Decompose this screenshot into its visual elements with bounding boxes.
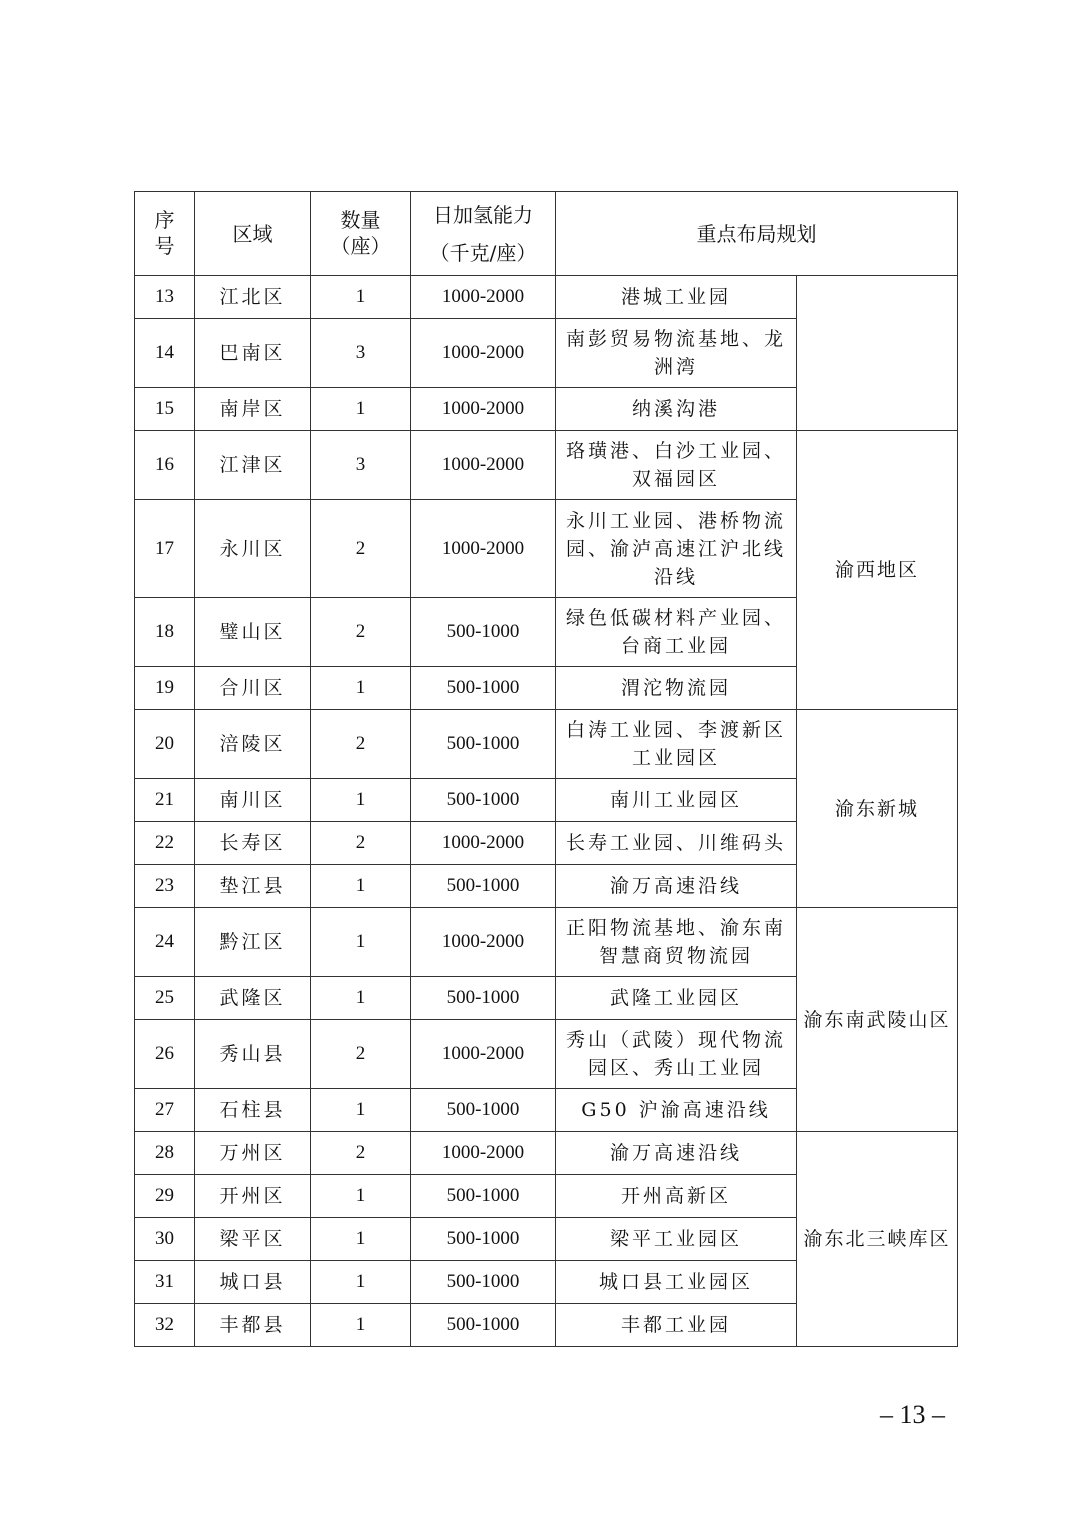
row-layout: 武隆工业园区 [556,977,797,1020]
row-layout: 白涛工业园、李渡新区工业园区 [556,710,797,779]
row-index: 23 [135,865,195,908]
row-index: 31 [135,1261,195,1304]
row-area: 南岸区 [195,388,311,431]
row-count: 1 [311,1218,411,1261]
row-count: 2 [311,1020,411,1089]
row-capacity: 1000-2000 [411,388,556,431]
row-area: 璧山区 [195,598,311,667]
region-cell: 渝西地区 [797,431,958,710]
row-layout: 开州高新区 [556,1175,797,1218]
row-area: 南川区 [195,779,311,822]
row-capacity: 500-1000 [411,1304,556,1347]
table-row [135,276,958,319]
table-header-row [135,192,958,276]
row-capacity: 1000-2000 [411,822,556,865]
row-count: 1 [311,779,411,822]
row-capacity: 500-1000 [411,710,556,779]
hydrogen-station-plan-table [134,191,958,1347]
row-layout: 梁平工业园区 [556,1218,797,1261]
row-area: 巴南区 [195,319,311,388]
row-count: 1 [311,276,411,319]
row-layout: 长寿工业园、川维码头 [556,822,797,865]
row-index: 16 [135,431,195,500]
row-area: 丰都县 [195,1304,311,1347]
row-layout: 南川工业园区 [556,779,797,822]
header-capacity-line2: （千克/座） [429,240,537,265]
row-index: 14 [135,319,195,388]
row-capacity: 500-1000 [411,977,556,1020]
row-count: 3 [311,431,411,500]
row-capacity: 1000-2000 [411,908,556,977]
row-index: 15 [135,388,195,431]
row-capacity: 1000-2000 [411,276,556,319]
row-layout: 永川工业园、港桥物流园、渝泸高速江沪北线沿线 [556,500,797,598]
row-count: 1 [311,865,411,908]
header-capacity-line1: 日加氢能力 [433,202,533,227]
row-area: 垫江县 [195,865,311,908]
row-count: 1 [311,908,411,977]
row-capacity: 500-1000 [411,1089,556,1132]
row-area: 秀山县 [195,1020,311,1089]
row-area: 梁平区 [195,1218,311,1261]
row-area: 长寿区 [195,822,311,865]
row-layout: 珞璜港、白沙工业园、双福园区 [556,431,797,500]
row-capacity: 1000-2000 [411,431,556,500]
row-count: 1 [311,667,411,710]
header-layout: 重点布局规划 [556,192,958,276]
row-capacity: 500-1000 [411,598,556,667]
row-area: 合川区 [195,667,311,710]
row-capacity: 500-1000 [411,1175,556,1218]
row-count: 2 [311,1132,411,1175]
row-layout: 正阳物流基地、渝东南智慧商贸物流园 [556,908,797,977]
row-capacity: 1000-2000 [411,500,556,598]
row-area: 黔江区 [195,908,311,977]
row-index: 21 [135,779,195,822]
row-layout: 秀山（武陵）现代物流园区、秀山工业园 [556,1020,797,1089]
row-capacity: 500-1000 [411,1261,556,1304]
row-index: 32 [135,1304,195,1347]
header-count: 数量（座） [311,192,411,276]
row-layout: 渝万高速沿线 [556,1132,797,1175]
row-area: 城口县 [195,1261,311,1304]
row-capacity: 500-1000 [411,865,556,908]
table-row [135,1132,958,1175]
row-area: 开州区 [195,1175,311,1218]
header-capacity [411,192,556,276]
row-layout: 南彭贸易物流基地、龙洲湾 [556,319,797,388]
region-cell: 渝东新城 [797,710,958,908]
row-capacity: 500-1000 [411,1218,556,1261]
row-index: 28 [135,1132,195,1175]
page-number: – 13 – [880,1400,945,1429]
row-index: 22 [135,822,195,865]
row-index: 20 [135,710,195,779]
header-area: 区域 [195,192,311,276]
row-capacity: 1000-2000 [411,1132,556,1175]
row-count: 1 [311,1261,411,1304]
row-capacity: 500-1000 [411,779,556,822]
row-count: 2 [311,710,411,779]
row-index: 13 [135,276,195,319]
row-count: 2 [311,500,411,598]
row-layout: 港城工业园 [556,276,797,319]
row-count: 1 [311,1089,411,1132]
table-row [135,710,958,779]
row-area: 永川区 [195,500,311,598]
row-layout: 绿色低碳材料产业园、台商工业园 [556,598,797,667]
row-index: 30 [135,1218,195,1261]
row-capacity: 500-1000 [411,667,556,710]
row-layout: 丰都工业园 [556,1304,797,1347]
row-index: 24 [135,908,195,977]
row-count: 3 [311,319,411,388]
row-area: 万州区 [195,1132,311,1175]
table-row [135,908,958,977]
row-count: 2 [311,822,411,865]
row-layout: 城口县工业园区 [556,1261,797,1304]
region-cell: 渝东南武陵山区 [797,908,958,1132]
row-area: 江津区 [195,431,311,500]
region-cell: 渝东北三峡库区 [797,1132,958,1347]
row-layout: G50 沪渝高速沿线 [556,1089,797,1132]
row-layout: 渭沱物流园 [556,667,797,710]
table-row [135,431,958,500]
row-area: 涪陵区 [195,710,311,779]
row-count: 2 [311,598,411,667]
row-capacity: 1000-2000 [411,1020,556,1089]
row-area: 石柱县 [195,1089,311,1132]
row-count: 1 [311,977,411,1020]
row-index: 17 [135,500,195,598]
row-index: 26 [135,1020,195,1089]
row-capacity: 1000-2000 [411,319,556,388]
header-index: 序号 [135,192,195,276]
row-area: 武隆区 [195,977,311,1020]
row-count: 1 [311,388,411,431]
row-count: 1 [311,1175,411,1218]
row-layout: 纳溪沟港 [556,388,797,431]
row-index: 29 [135,1175,195,1218]
row-area: 江北区 [195,276,311,319]
row-layout: 渝万高速沿线 [556,865,797,908]
row-index: 18 [135,598,195,667]
row-index: 25 [135,977,195,1020]
row-index: 27 [135,1089,195,1132]
row-count: 1 [311,1304,411,1347]
region-cell [797,276,958,431]
row-index: 19 [135,667,195,710]
